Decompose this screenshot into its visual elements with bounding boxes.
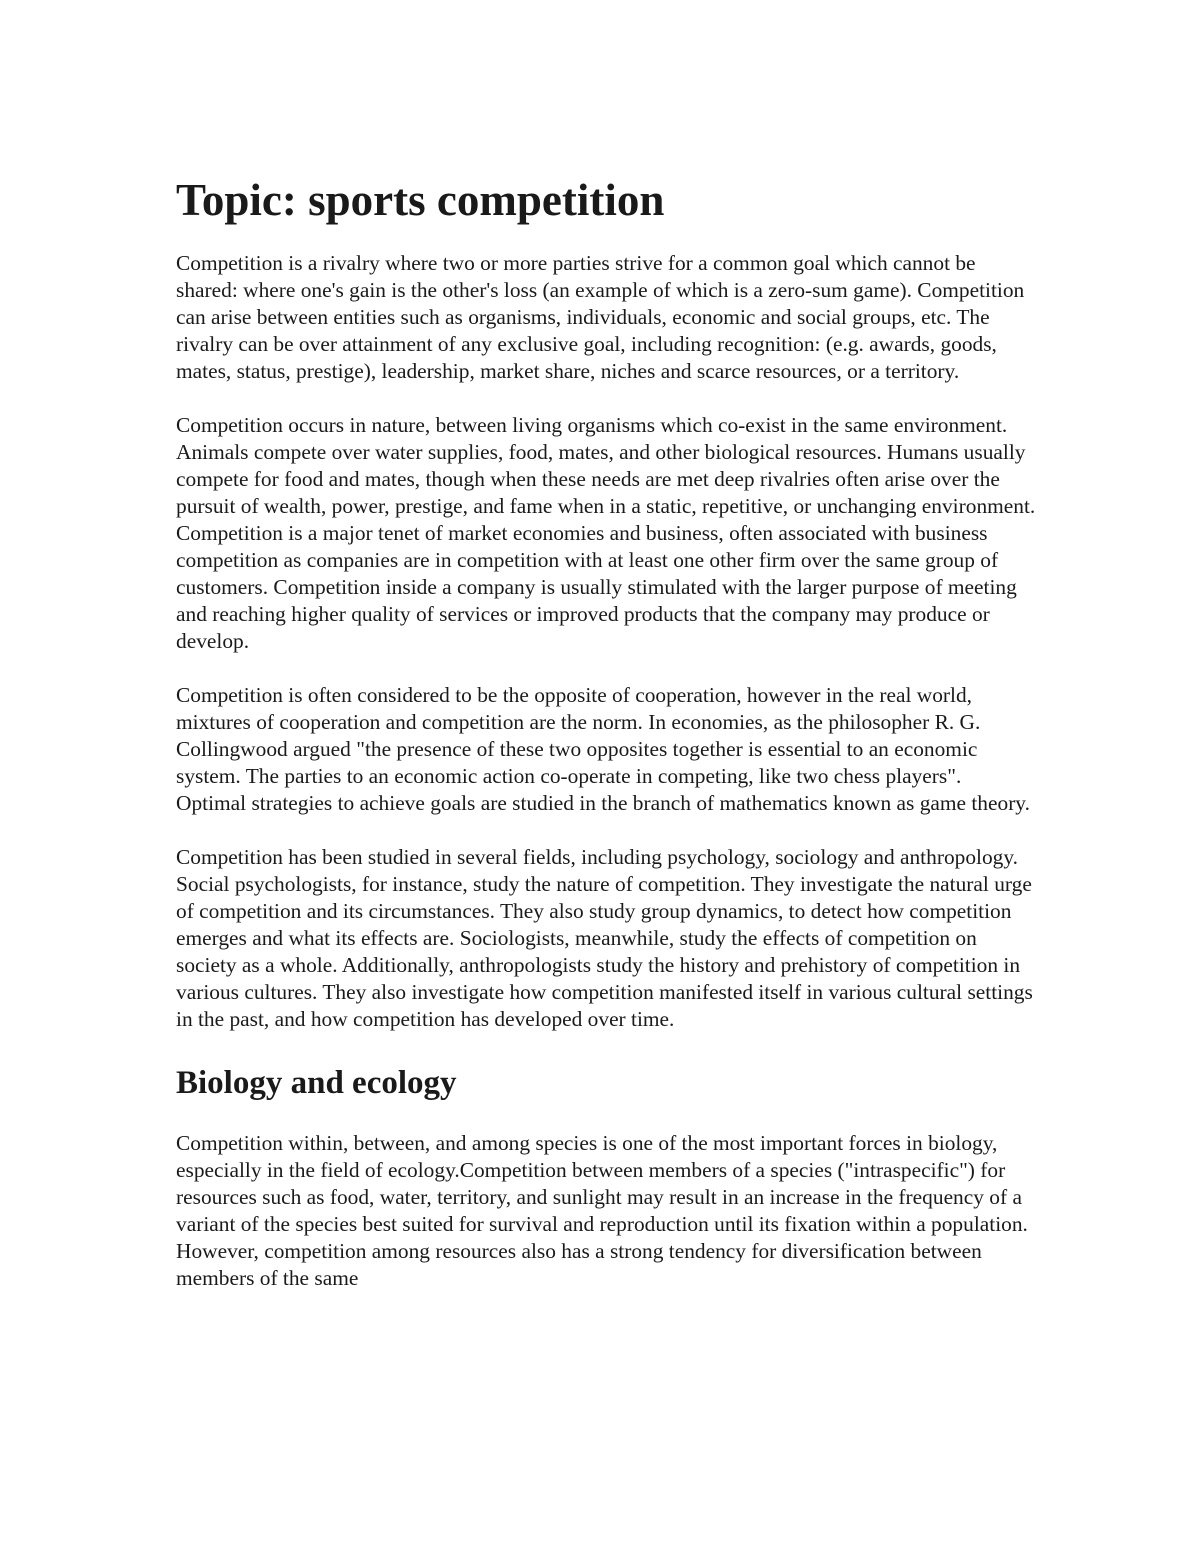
section-heading: Biology and ecology <box>176 1065 457 1101</box>
page-title: Topic: sports competition <box>176 175 665 225</box>
paragraph: Competition is a rivalry where two or more parties strive for a common goal which cannot be shared: where one's gain is the other's loss (an example of which is a zero-sum game). Competition can arise between entities such as organisms, individuals, economic and social groups, etc. The rivalry can be over attainment of any exclusive goal, including recognition: (e.g. awards, goods, mates, status, prestige), leadership, market share, niches and scarce resources, or a territory. <box>176 251 1025 383</box>
document-body <box>176 170 1036 1292</box>
paragraph: Competition has been studied in several fields, including psychology, sociology and anthropology. Social psychologists, for instance, study the nature of competition. They investigate the natural urge of competition and its circumstances. They also study group dynamics, to detect how competition emerges and what its effects are. Sociologists, meanwhile, study the effects of competition on society as a whole. Additionally, anthropologists study the history and prehistory of competition in various cultures. They also investigate how competition manifested itself in various cultural settings in the past, and how competition has developed over time. <box>176 845 1033 1031</box>
paragraph: Competition occurs in nature, between living organisms which co-exist in the same environment. Animals compete over water supplies, food, mates, and other biological resources. Humans usually compete for food and mates, though when these needs are met deep rivalries often arise over the pursuit of wealth, power, prestige, and fame when in a static, repetitive, or unchanging environment. Competition is a major tenet of market economies and business, often associated with business competition as companies are in competition with at least one other firm over the same group of customers. Competition inside a company is usually stimulated with the larger purpose of meeting and reaching higher quality of services or improved products that the company may produce or develop. <box>176 413 1036 653</box>
paragraph: Competition is often considered to be the opposite of cooperation, however in the real world, mixtures of cooperation and competition are the norm. In economies, as the philosopher R. G. Collingwood argued "the presence of these two opposites together is essential to an economic system. The parties to an economic action co-operate in competing, like two chess players". Optimal strategies to achieve goals are studied in the branch of mathematics known as game theory. <box>176 683 1030 815</box>
paragraph: Competition within, between, and among species is one of the most important forces in biology, especially in the field of ecology.Competition between members of a species ("intraspecific") for resources such as food, water, territory, and sunlight may result in an increase in the frequency of a variant of the species best suited for survival and reproduction until its fixation within a population. However, competition among resources also has a strong tendency for diversification between members of the same <box>176 1131 1028 1290</box>
